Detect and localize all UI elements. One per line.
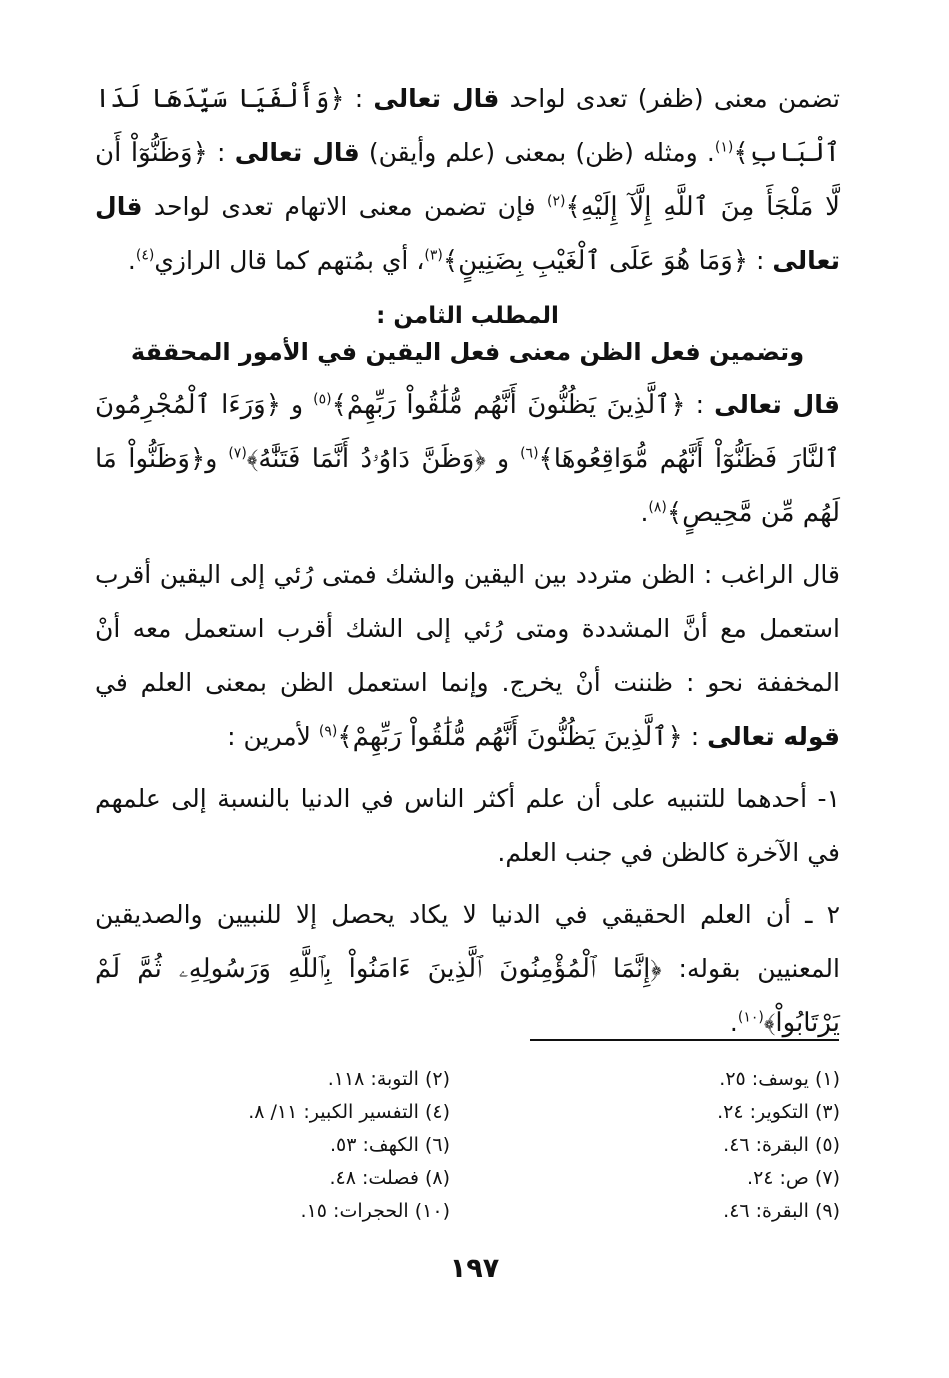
quran-verse: ﴿ٱلَّذِينَ يَظُنُّونَ أَنَّهُم مُّلَٰقُواْ رَبِّهِمْ﴾ <box>331 390 686 420</box>
footnote-ref-10: (١٠) <box>737 1009 764 1026</box>
paragraph-2 <box>95 378 840 540</box>
footnote-ref-2: (٢) <box>547 193 566 210</box>
text: لأمرين : <box>227 722 319 751</box>
text: قال الراغب : الظن متردد بين اليقين والشك فمتى رُئي إلى اليقين أقرب استعمل مع أنَّ المشددة ومتى رُئي إلى الشك أقرب استعمل معه أنْ المخففة نحو : ظننت أنْ يخرج. وإنما استعمل الظن بمعنى العلم في <box>95 560 840 697</box>
text: : <box>661 954 687 983</box>
footnote-ref-8: (٨) <box>648 499 667 516</box>
bold-phrase: قوله تعالى <box>707 722 840 751</box>
text: و <box>485 444 521 473</box>
footnote-item: (٥) البقرة: ٤٦. <box>723 1134 840 1156</box>
quran-verse: ﴿وَأَلْفَيَا سَيِّدَهَا لَدَا ٱلْبَابِ﴾ <box>95 84 840 168</box>
footnote-item: (٦) الكهف: ٥٣. <box>330 1134 450 1156</box>
paragraph-4: ١- أحدهما للتنبيه على أن علم أكثر الناس في الدنيا بالنسبة إلى علمهم في الآخرة كالظن في جنب العلم. <box>95 784 840 867</box>
spaced-phrase: المعنيين بقوله <box>686 954 840 983</box>
text: . <box>127 246 136 275</box>
text: : <box>748 246 773 275</box>
text: : <box>344 84 374 113</box>
footnotes <box>150 1063 840 1228</box>
page-body <box>95 72 840 1050</box>
section-subheading: وتضمين فعل الظن معنى فعل اليقين في الأمور المحققة <box>130 338 805 366</box>
text: تضمن معنى (ظفر) تعدى لواحد <box>499 84 841 113</box>
footnote-item: (٨) فصلت: ٤٨. <box>329 1167 450 1189</box>
quran-verse: ﴿ٱلَّذِينَ يَظُنُّونَ أَنَّهُم مُّلَٰقُواْ رَبِّهِمْ﴾ <box>337 722 683 752</box>
text: و <box>280 390 314 419</box>
footnote-item: (١٠) الحجرات: ١٥. <box>300 1200 450 1222</box>
bold-phrase: قال تعالى <box>234 138 360 167</box>
quran-verse: ﴿وَظَنُّوٓاْ أَن لَّا مَلْجَأَ مِنَ ٱللَّهِ إِلَّآ إِلَيْهِ﴾ <box>95 138 840 222</box>
section-heading: المطلب الثامن : <box>376 303 559 329</box>
quran-verse: ﴿وَظَنَّ دَاوُۥدُ أَنَّمَا فَتَنَّٰهُ﴾ <box>246 444 486 474</box>
paragraph-1 <box>95 72 840 288</box>
paragraph-3 <box>95 548 840 764</box>
footnote-ref-9: (٩) <box>318 723 338 740</box>
footnote-ref-6: (٦) <box>520 445 539 462</box>
text: ، أي بمُتهم كما قال الرازي <box>154 246 425 275</box>
paragraph-5 <box>95 888 840 1050</box>
footnote-divider <box>530 1039 839 1041</box>
footnote-ref-7: (٧) <box>228 445 247 462</box>
footnotes-right-column <box>540 1063 840 1228</box>
footnote-item: (١) يوسف: ٢٥. <box>719 1068 840 1090</box>
quran-verse: ﴿إِنَّمَا ٱلْمُؤْمِنُونَ ٱلَّذِينَ ءَامَنُواْ بِٱللَّهِ وَرَسُولِهِۦ ثُمَّ لَمْ يَرْتَابُواْ﴾ <box>95 954 840 1038</box>
bold-phrase: قال تعالى <box>95 192 840 275</box>
text: : <box>685 390 715 419</box>
quran-verse: ﴿وَظَنُّواْ مَا لَهُم مِّن مَّحِيصٍ﴾ <box>95 444 840 528</box>
quran-verse: ﴿وَمَا هُوَ عَلَى ٱلْغَيْبِ بِضَنِينٍ﴾ <box>442 246 749 276</box>
footnote-item: (٢) التوبة: ١١٨. <box>327 1068 450 1090</box>
footnote-ref-4: (٤) <box>135 247 155 264</box>
bold-phrase: قال تعالى <box>714 390 840 419</box>
footnote-item: (٩) البقرة: ٤٦. <box>723 1200 840 1222</box>
text: : <box>207 138 235 167</box>
text: . <box>640 498 649 527</box>
footnotes-left-column <box>150 1063 450 1228</box>
footnote-item: (٧) ص: ٢٤. <box>747 1167 840 1189</box>
text: ٢ ـ أن العلم الحقيقي في الدنيا لا يكاد يحصل إلا للنبيين والصديقين <box>95 900 840 929</box>
footnote-ref-5: (٥) <box>313 391 332 408</box>
text: . ومثله (ظن) بمعنى (علم وأيقن) <box>359 138 715 167</box>
text: فإن تضمن معنى الاتهام تعدى لواحد <box>142 192 547 221</box>
footnote-item: (٤) التفسير الكبير: ١١/ ٨. <box>248 1101 450 1123</box>
footnote-ref-1: (١) <box>714 139 734 156</box>
text: : <box>682 722 708 751</box>
text: و <box>205 444 229 473</box>
page-number: ١٩٧ <box>449 1253 500 1284</box>
quran-verse: ﴿وَرَءَا ٱلْمُجْرِمُونَ ٱلنَّارَ فَظَنُّوٓاْ أَنَّهُم مُّوَاقِعُوهَا﴾ <box>95 390 840 474</box>
bold-phrase: قال تعالى <box>373 84 500 113</box>
text: . <box>729 1008 738 1037</box>
footnote-item: (٣) التكوير: ٢٤. <box>717 1101 840 1123</box>
footnote-ref-3: (٣) <box>424 247 443 264</box>
